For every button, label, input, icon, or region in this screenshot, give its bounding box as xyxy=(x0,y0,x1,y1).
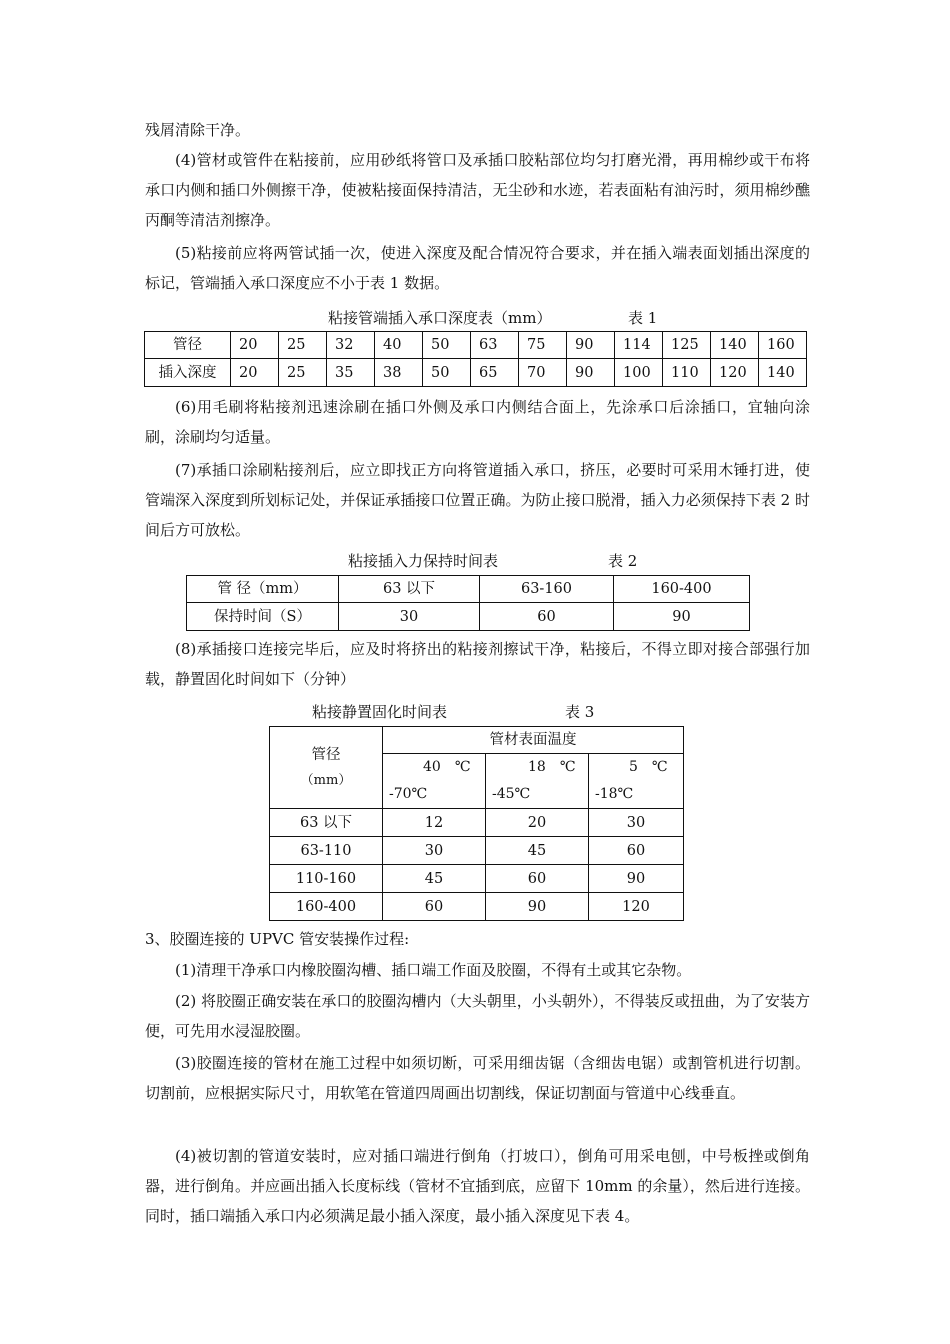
table-cell: 63-160 xyxy=(480,576,614,603)
table-row xyxy=(145,359,807,387)
table-cell: 110-160 xyxy=(270,865,383,893)
table1-caption: 粘接管端插入承口深度表（mm） xyxy=(328,309,552,327)
table1-label: 表 1 xyxy=(628,309,658,327)
col-head-line1: 管径 xyxy=(311,746,341,763)
table-cell: 75 xyxy=(519,332,567,359)
table-cell: 120 xyxy=(589,893,684,921)
table-cell: 50 xyxy=(423,332,471,359)
table-row xyxy=(145,332,807,359)
table-row xyxy=(187,603,750,631)
table-cell: 插入深度 xyxy=(145,359,231,387)
table-row xyxy=(270,837,684,865)
table-cell: 25 xyxy=(279,332,327,359)
table-cell: 160 xyxy=(759,332,807,359)
table-row xyxy=(187,576,750,603)
table-header-cell xyxy=(383,754,486,809)
table-cell: 63 以下 xyxy=(270,809,383,837)
table-cell: 45 xyxy=(486,837,589,865)
table2-label: 表 2 xyxy=(608,552,638,570)
table-cell: 100 xyxy=(615,359,663,387)
table-cell: 90 xyxy=(589,865,684,893)
table3-caption: 粘接静置固化时间表 xyxy=(312,703,448,721)
temp-top: 18 ℃ xyxy=(528,759,576,775)
table-row xyxy=(270,809,684,837)
temp-top: 40 ℃ xyxy=(423,759,471,775)
table-cell: 40 xyxy=(375,332,423,359)
table-header-cell: 管材表面温度 xyxy=(383,727,684,754)
table-cell: 90 xyxy=(567,359,615,387)
table1 xyxy=(144,331,807,387)
temp-bottom: -18℃ xyxy=(595,786,634,802)
table-cell: 90 xyxy=(486,893,589,921)
table-row xyxy=(270,727,684,754)
table-cell: 管 径（mm） xyxy=(187,576,339,603)
paragraph: (3)胶圈连接的管材在施工过程中如须切断，可采用细齿锯（含细齿电锯）或割管机进行切割。切割前，应根据实际尺寸，用软笔在管道四周画出切割线，保证切割面与管道中心线垂直。 xyxy=(145,1054,810,1102)
temp-bottom: -70℃ xyxy=(389,786,428,802)
table-cell: 30 xyxy=(589,809,684,837)
temp-top: 5 ℃ xyxy=(629,759,668,775)
section-heading: 3、胶圈连接的 UPVC 管安装操作过程: xyxy=(145,930,410,948)
table3 xyxy=(269,726,684,921)
table-cell: 60 xyxy=(383,893,486,921)
table-cell: 140 xyxy=(759,359,807,387)
table-cell: 38 xyxy=(375,359,423,387)
paragraph: (6)用毛刷将粘接剂迅速涂刷在插口外侧及承口内侧结合面上，先涂承口后涂插口，宜轴向涂刷，涂刷均匀适量。 xyxy=(145,398,810,446)
table-cell: 35 xyxy=(327,359,375,387)
paragraph: (1)清理干净承口内橡胶圈沟槽、插口端工作面及胶圈，不得有土或其它杂物。 xyxy=(175,961,692,979)
paragraph: 残屑清除干净。 xyxy=(145,121,251,139)
table-cell: 65 xyxy=(471,359,519,387)
table-cell: 管径 xyxy=(145,332,231,359)
table-header-cell xyxy=(270,727,383,809)
table-cell: 110 xyxy=(663,359,711,387)
table-cell: 50 xyxy=(423,359,471,387)
table3-label: 表 3 xyxy=(565,703,595,721)
table2-caption: 粘接插入力保持时间表 xyxy=(348,552,499,570)
table-cell: 20 xyxy=(231,359,279,387)
table-cell: 120 xyxy=(711,359,759,387)
paragraph: (7)承插口涂刷粘接剂后，应立即找正方向将管道插入承口，挤压，必要时可采用木锤打进，使管端深入深度到所划标记处，并保证承插接口位置正确。为防止接口脱滑，插入力必须保持下表 2 时间后方可放松。 xyxy=(145,461,810,539)
table-cell: 20 xyxy=(231,332,279,359)
table-cell: 63-110 xyxy=(270,837,383,865)
table-cell: 125 xyxy=(663,332,711,359)
table-cell: 160-400 xyxy=(270,893,383,921)
paragraph: (4)被切割的管道安装时，应对插口端进行倒角（打坡口），倒角可用采电刨，中号板挫或倒角器，进行倒角。并应画出插入长度标线（管材不宜插到底，应留下 10mm 的余量），然后进行连接。同时，插口端插入承口内必须满足最小插入深度，最小插入深度见下表 4。 xyxy=(145,1147,810,1225)
table-cell: 12 xyxy=(383,809,486,837)
table-cell: 20 xyxy=(486,809,589,837)
col-head-line2: （mm） xyxy=(300,772,352,788)
table-cell: 保持时间（S） xyxy=(187,603,339,631)
table-cell: 30 xyxy=(383,837,486,865)
table-cell: 90 xyxy=(567,332,615,359)
table-cell: 60 xyxy=(589,837,684,865)
temp-bottom: -45℃ xyxy=(492,786,531,802)
table-cell: 25 xyxy=(279,359,327,387)
table-cell: 114 xyxy=(615,332,663,359)
table-cell: 140 xyxy=(711,332,759,359)
paragraph: (5)粘接前应将两管试插一次，使进入深度及配合情况符合要求，并在插入端表面划插出深度的标记，管端插入承口深度应不小于表 1 数据。 xyxy=(145,244,810,292)
table-row xyxy=(270,893,684,921)
table-cell: 160-400 xyxy=(614,576,750,603)
table-cell: 70 xyxy=(519,359,567,387)
table-cell: 60 xyxy=(480,603,614,631)
table-cell: 63 xyxy=(471,332,519,359)
table-cell: 30 xyxy=(339,603,480,631)
table-cell: 63 以下 xyxy=(339,576,480,603)
table-header-cell xyxy=(486,754,589,809)
table2 xyxy=(186,575,750,631)
table-cell: 60 xyxy=(486,865,589,893)
table-cell: 32 xyxy=(327,332,375,359)
table-cell: 90 xyxy=(614,603,750,631)
paragraph: (4)管材或管件在粘接前，应用砂纸将管口及承插口胶粘部位均匀打磨光滑，再用棉纱或干布将承口内侧和插口外侧擦干净，使被粘接面保持清洁，无尘砂和水迹，若表面粘有油污时，须用棉纱醮丙酮等清洁剂擦净。 xyxy=(145,151,810,229)
table-header-cell xyxy=(589,754,684,809)
table-row xyxy=(270,865,684,893)
paragraph: (8)承插接口连接完毕后，应及时将挤出的粘接剂擦试干净，粘接后，不得立即对接合部强行加载，静置固化时间如下（分钟） xyxy=(145,640,810,688)
table-cell: 45 xyxy=(383,865,486,893)
paragraph: (2) 将胶圈正确安装在承口的胶圈沟槽内（大头朝里，小头朝外），不得装反或扭曲，为了安装方便，可先用水浸湿胶圈。 xyxy=(145,992,810,1040)
